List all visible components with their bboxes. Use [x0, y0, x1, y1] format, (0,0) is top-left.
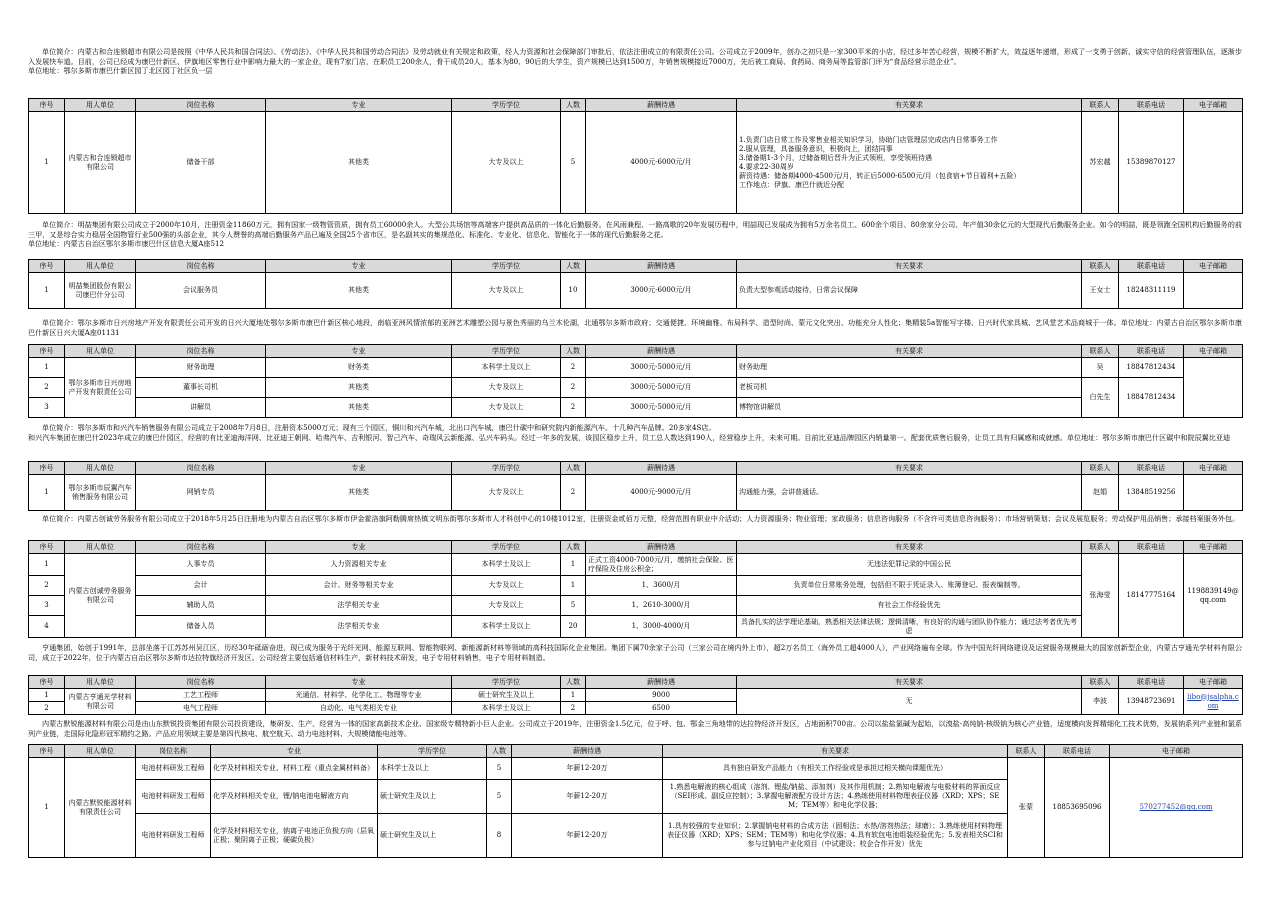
- education: 本科学士及以上: [452, 358, 561, 378]
- column-header: 岗位名称: [136, 541, 266, 554]
- column-header: 专业: [266, 541, 452, 554]
- table-header: [29, 541, 1243, 554]
- column-header: 岗位名称: [136, 260, 266, 273]
- column-header: 学历学位: [452, 99, 561, 112]
- education: 硕士研究生及以上: [378, 780, 487, 814]
- req-line: 薪资待遇：储备期4000-4500元/月，转正后5000-6500元/月（包食宿+节日福利+五险）: [739, 171, 1021, 180]
- job-table-hexing: [28, 461, 1243, 511]
- headcount: 2: [561, 702, 586, 715]
- salary: 3000元-6000元/月: [586, 273, 737, 309]
- salary: 4000元-9000元/月: [586, 475, 737, 511]
- column-header: 序号: [29, 462, 65, 475]
- table-header: [29, 99, 1243, 112]
- column-header: 联系电话: [1045, 745, 1110, 758]
- column-header: 学历学位: [452, 676, 561, 689]
- headcount: 2: [561, 475, 586, 511]
- employer-name: 鄂尔多斯市辰翼汽车销售服务有限公司: [65, 475, 136, 511]
- email-link[interactable]: 570277452@qq.com: [1139, 803, 1213, 811]
- column-header: 人数: [561, 541, 586, 554]
- requirements: 有社会工作经验优先: [737, 596, 1082, 616]
- contact-person: 吴: [1082, 358, 1119, 378]
- email-link[interactable]: libo@jsalpha.com: [1187, 692, 1239, 710]
- education: 大专及以上: [452, 398, 561, 418]
- headcount: 10: [561, 273, 586, 309]
- contact-phone: 15389870127: [1119, 112, 1184, 214]
- position-name: 电池材料研发工程师: [136, 814, 211, 858]
- company-intro-chuangcheng: [28, 514, 1242, 538]
- column-header: 人数: [487, 745, 512, 758]
- contact-person: 张蒙: [1008, 758, 1045, 858]
- table-header: [29, 260, 1243, 273]
- contact-email[interactable]: [1110, 758, 1243, 858]
- salary: 正式工资4000-7000元/月，缴纳社会保险、医疗保险及住房公积金；: [586, 554, 737, 576]
- major: 光通信、材料学、化学化工、物理等专业: [266, 689, 452, 702]
- company-intro-hengtong: [28, 643, 1242, 667]
- major: 其他类: [266, 378, 452, 398]
- headcount: 1: [561, 689, 586, 702]
- column-header: 有关要求: [737, 676, 1082, 689]
- column-header: 学历学位: [452, 345, 561, 358]
- table-row: [29, 358, 1243, 378]
- table-row: [29, 398, 1243, 418]
- contact-email: [1184, 112, 1243, 214]
- education: 本科学士及以上: [452, 702, 561, 715]
- requirements: 负责大型参观活动接待，日常会议保障: [737, 273, 1082, 309]
- column-header: 人数: [561, 260, 586, 273]
- major: 化学及材料相关专业，钠离子电池正负极方向（层氧正极；聚阴离子正极；硬碳负极）: [211, 814, 378, 858]
- company-intro-mingzhe: [28, 220, 1242, 256]
- education: 大专及以上: [452, 596, 561, 616]
- contact-phone: 18853695096: [1045, 758, 1110, 858]
- column-header: 岗位名称: [136, 745, 211, 758]
- req-line: 2.服从管理，具备服务意识，积极向上，团结同事: [739, 144, 893, 153]
- column-header: 学历学位: [378, 745, 487, 758]
- column-header: 专业: [266, 676, 452, 689]
- education: 硕士研究生及以上: [452, 689, 561, 702]
- row-number: 1: [29, 112, 65, 214]
- headcount: 1: [561, 554, 586, 576]
- contact-email: 1198839149@qq.com: [1184, 554, 1243, 638]
- contact-email: [1184, 475, 1243, 511]
- row-number: 1: [29, 554, 65, 576]
- address-text: 单位地址：内蒙古自治区鄂尔多斯市康巴什区信息大厦A座512: [28, 239, 225, 249]
- headcount: 1: [561, 576, 586, 596]
- column-header: 专业: [266, 99, 452, 112]
- column-header: 专业: [266, 345, 452, 358]
- major: 财务类: [266, 358, 452, 378]
- column-header: 用人单位: [65, 345, 136, 358]
- column-header: 人数: [561, 345, 586, 358]
- major: 其他类: [266, 475, 452, 511]
- table-row: [29, 616, 1243, 638]
- salary: 1、2610-3000/月: [586, 596, 737, 616]
- row-number: 2: [29, 702, 65, 715]
- contact-person: 王女士: [1082, 273, 1119, 309]
- column-header: 联系电话: [1119, 99, 1184, 112]
- column-header: 岗位名称: [136, 345, 266, 358]
- column-header: 薪酬待遇: [586, 462, 737, 475]
- position-name: 工艺工程师: [136, 689, 266, 702]
- column-header: 用人单位: [65, 745, 136, 758]
- column-header: 联系电话: [1119, 462, 1184, 475]
- intro-text: 内蒙古默锐能源材料有限公司是由山东默锐投资集团有限公司投资建设，集研发、生产、经营为一体的国家高新技术企业、国家级专精特新小巨人企业。公司成立于2019年，注册资金1.5亿元，位于呼、包、鄂金三角地带的达拉特经济开发区，占地面积700亩。公司以盐盐氯碱为起始，以溴盐-高纯钠-核级钠为核心产业链，适度横向发挥精细化工技术优势，发展钠系列产业链和氯系列产业链，走国际化隐形冠军精约之路。产品应用领域主要是第四代核电、航空航天、动力电池材料、大规模储能电池等。: [28, 719, 1242, 738]
- column-header: 联系电话: [1119, 676, 1184, 689]
- headcount: 20: [561, 616, 586, 638]
- contact-person: 李波: [1082, 689, 1119, 715]
- salary: 1、3000-4000/月: [586, 616, 737, 638]
- major: 人力资源相关专业: [266, 554, 452, 576]
- table-row: [29, 475, 1243, 511]
- column-header: 序号: [29, 345, 65, 358]
- table-row: [29, 554, 1243, 576]
- major: 其他类: [266, 273, 452, 309]
- column-header: 序号: [29, 260, 65, 273]
- column-header: 薪酬待遇: [586, 260, 737, 273]
- column-header: 电子邮箱: [1184, 345, 1243, 358]
- column-header: 人数: [561, 462, 586, 475]
- contact-person: 赵娟: [1082, 475, 1119, 511]
- column-header: 有关要求: [737, 345, 1082, 358]
- job-table-mingzhe: [28, 259, 1243, 309]
- contact-email[interactable]: [1184, 689, 1243, 715]
- position-name: 储备干部: [136, 112, 266, 214]
- company-intro-morui: [28, 719, 1242, 742]
- column-header: 联系电话: [1119, 541, 1184, 554]
- position-name: 电池材料研发工程师: [136, 758, 211, 780]
- salary: 年薪12-20万: [512, 758, 663, 780]
- row-number: 2: [29, 378, 65, 398]
- headcount: 5: [487, 780, 512, 814]
- requirements: 博物馆讲解员: [737, 398, 1082, 418]
- major: 其他类: [266, 398, 452, 418]
- req-line: 1.负责门店日常工作及零售业相关知识学习，协助门店管理层完成店内日常事务工作: [739, 135, 998, 144]
- requirements: [737, 112, 1082, 214]
- headcount: 8: [487, 814, 512, 858]
- requirements: 1.熟悉电解液的核心组成（溶剂、锂盐/钠盐、添加剂）及其作用机制；2.熟知电解液与电极材料的界面反应（SEI形成、副反应控制）；3.掌握电解液配方设计方法；4.熟练使用材料物理表征仪器（XRD；XPS；SEM；TEM等）和电化学仪器；: [663, 780, 1008, 814]
- position-name: 电气工程师: [136, 702, 266, 715]
- table-row: [29, 689, 1243, 702]
- requirements: 1.具有较强的专业知识；2.掌握钠电材料的合成方法（固相法；水热/溶剂热法；球磨）；3.熟练使用材料物理表征仪器（XRD；XPS；SEM；TEM等）和电化学仪器；4.具有软包电池组装经验优先；5.发表相关SCI和参与过钠电产业化项目（中试建设；校企合作开发）优先: [663, 814, 1008, 858]
- headcount: 2: [561, 378, 586, 398]
- employer-name: 明喆集团股份有限公司康巴什分公司: [65, 273, 136, 309]
- table-row: [29, 758, 1243, 780]
- column-header: 人数: [561, 676, 586, 689]
- column-header: 用人单位: [65, 462, 136, 475]
- table-row: [29, 112, 1243, 214]
- contact-email: [1184, 273, 1243, 309]
- education: 硕士研究生及以上: [378, 814, 487, 858]
- requirements: 沟通能力强，会讲普通话。: [737, 475, 1082, 511]
- column-header: 电子邮箱: [1184, 541, 1243, 554]
- education: 大专及以上: [452, 576, 561, 596]
- row-number: 1: [29, 475, 65, 511]
- major: 化学及材料相关专业、材料工程（重点金属材料备）: [211, 758, 378, 780]
- column-header: 序号: [29, 745, 65, 758]
- column-header: 用人单位: [65, 99, 136, 112]
- column-header: 电子邮箱: [1184, 462, 1243, 475]
- intro-text: 单位简介：内蒙古和合连锁超市有限公司是按照《中华人民共和国合同法》、《劳动法》、《中华人民共和国劳动合同法》及劳动就业有关规定和政策，经人力资源和社会保障部门审批后，依法注册成立的有限责任公司。公司成立于2009年，创办之初只是一家300平米的小店，经过多年苦心经营，规模不断扩大，效益逐年递增，形成了一支勇于创新、诚实守信的经营管理队伍，逐渐步入发展快车道。目前，公司已经成为康巴什新区、伊旗地区零售行业中影响力最大的一家企业，现有7家门店，在职员工200余人，骨干成员20人，基本为80、90后的大学生，资产规模已达到1500万，年销售规模接近7000万，先后被工商局、食药局、商务局等监管部门评为“食品经营示范企业”。: [28, 47, 1242, 66]
- column-header: 有关要求: [737, 541, 1082, 554]
- contact-phone: 18847812434: [1119, 378, 1184, 418]
- salary: 1、3600/月: [586, 576, 737, 596]
- headcount: 2: [561, 398, 586, 418]
- contact-email: [1184, 358, 1243, 418]
- row-number: 2: [29, 576, 65, 596]
- major: 法学相关专业: [266, 596, 452, 616]
- column-header: 用人单位: [65, 260, 136, 273]
- headcount: 5: [487, 758, 512, 780]
- contact-person: 苏宏越: [1082, 112, 1119, 214]
- column-header: 联系人: [1082, 260, 1119, 273]
- row-number: 1: [29, 758, 65, 858]
- education: 大专及以上: [452, 112, 561, 214]
- position-name: 辅助人员: [136, 596, 266, 616]
- contact-phone: 13948723691: [1119, 689, 1184, 715]
- table-header: [29, 676, 1243, 689]
- column-header: 有关要求: [737, 462, 1082, 475]
- position-name: 讲解员: [136, 398, 266, 418]
- column-header: 学历学位: [452, 462, 561, 475]
- requirements: 无违法犯罪记录的中国公民: [737, 554, 1082, 576]
- salary: 9000: [586, 689, 737, 702]
- column-header: 学历学位: [452, 260, 561, 273]
- intro-text: 单位简介：鄂尔多斯市和兴汽车销售服务有限公司成立于2008年7月8日，注册资本5000万元；现有三个园区，铜川和兴汽车城，北出口汽车城，康巴什碳中和研究院内新能源汽车。十几种汽车品牌。20多家4S店。: [42, 423, 716, 432]
- position-name: 人事专员: [136, 554, 266, 576]
- headcount: 5: [561, 596, 586, 616]
- column-header: 学历学位: [452, 541, 561, 554]
- column-header: 专业: [266, 462, 452, 475]
- intro-text: 亨通集团，始创于1991年，总部坐落于江苏苏州吴江区，历经30年砥砺奋进，现已成为服务于光纤光网、能源互联网、智能物联网、新能源新材料等领域的高科技国际化企业集团。集团下属70余家子公司（三家公司在境内外上市），超2万名员工（海外员工超4000人），产业网络遍布全球。作为中国光纤网络建设及运营服务规模最大的国家创新型企业，内蒙古亨通光学材料有限公司，成立于2022年，位于内蒙古自治区鄂尔多斯市达拉特旗经济开发区。公司经营主要包括通信材料生产，新材料技术研发，电子专用材料销售，电子专用材料制造。: [28, 643, 1242, 662]
- row-number: 3: [29, 596, 65, 616]
- intro-text: 单位简介：内蒙古创诚劳务服务有限公司成立于2018年5月25日注册地为内蒙古自治区鄂尔多斯市伊金霍洛旗阿勒腾席热镇文明东街鄂尔多斯市人才科创中心的10楼1012室，注册资金贰佰万元整，经营范围有职业中介活动；人力资源服务；物业管理；家政服务；信息咨询服务（不含许可类信息咨询服务）；市场营销策划；会议及展览服务；劳动保护用品销售；承接档案服务外包。: [42, 514, 1240, 523]
- intro-text: 单位简介：明喆集团有限公司成立于2000年10月，注册资金11860万元，拥有国家一级物管资质，拥有员工60000余人。大型公共场馆等高端客户提供高品质的一体化后勤服务。在风雨兼程、一路高歌的20年发展历程中，明喆现已发展成为拥有5万余名员工、600余个项目、80余家分公司、年产值30余亿元的大型现代后勤服务企业。如今的明喆，既是领跑全国机构后勤服务的前三甲，又是综合实力稳居全国物管行业500强的头部企业，其今人赞誉的高端后勤服务产品已遍及全国25个省市区，是名副其实的集规范化、标准化、专业化、信息化、智能化于一体的现代后勤服务之花。: [28, 220, 1242, 239]
- salary: 3000元-5000元/月: [586, 378, 737, 398]
- employer-name: 内蒙古亨通光学材料有限公司: [65, 689, 136, 715]
- table-row: [29, 273, 1243, 309]
- column-header: 联系电话: [1119, 260, 1184, 273]
- column-header: 用人单位: [65, 541, 136, 554]
- salary: 年薪12-20万: [512, 814, 663, 858]
- table-header: [29, 462, 1243, 475]
- position-name: 会计: [136, 576, 266, 596]
- salary: 3000元-5000元/月: [586, 398, 737, 418]
- salary: 6500: [586, 702, 737, 715]
- intro-text: 单位简介：鄂尔多斯市日兴房地产开发有限责任公司开发的日兴大厦地处鄂尔多斯市康巴什新区核心地段，南临亚洲风情浓郁的亚洲艺术雕塑公园与景色秀丽的乌兰木伦湖，北通鄂尔多斯市政府；交通便捷、环境幽雅、布局科学、造型时尚、蒙元文化突出、功能充分人性化；集精装5a智能写字楼、日兴时代家具城、艺风堂艺术品商城于一体。单位地址：内蒙古自治区鄂尔多斯市康巴什新区日兴大厦A座01131: [28, 318, 1242, 337]
- column-header: 电子邮箱: [1184, 260, 1243, 273]
- position-name: 会议服务员: [136, 273, 266, 309]
- column-header: 联系电话: [1119, 345, 1184, 358]
- table-header: [29, 745, 1243, 758]
- column-header: 用人单位: [65, 676, 136, 689]
- column-header: 薪酬待遇: [586, 676, 737, 689]
- column-header: 电子邮箱: [1184, 676, 1243, 689]
- row-number: 1: [29, 273, 65, 309]
- requirements: 具备扎实的法学理论基础，熟悉相关法律法规；逻辑清晰，有良好的沟通与团队协作能力；通过法考者优先考虑: [737, 616, 1082, 638]
- row-number: 1: [29, 689, 65, 702]
- employer-name: 内蒙古创诚劳务服务有限公司: [65, 554, 136, 638]
- contact-phone: 18847812434: [1119, 358, 1184, 378]
- major: 化学及材料相关专业，锂/钠电池电解液方向: [211, 780, 378, 814]
- requirements: 老板司机: [737, 378, 1082, 398]
- salary: 3000元-5000元/月: [586, 358, 737, 378]
- row-number: 4: [29, 616, 65, 638]
- column-header: 联系人: [1082, 676, 1119, 689]
- req-line: 4.要求22-30周岁: [739, 162, 794, 171]
- column-header: 电子邮箱: [1110, 745, 1243, 758]
- column-header: 联系人: [1082, 345, 1119, 358]
- table-row: [29, 378, 1243, 398]
- column-header: 薪酬待遇: [512, 745, 663, 758]
- major: 自动化、电气类相关专业: [266, 702, 452, 715]
- job-table-hehe: [28, 98, 1243, 214]
- job-table-hengtong: [28, 675, 1243, 715]
- intro-text: 和兴汽车集团在康巴什2023年成立的康巴什园区，经营的有比亚迪海洋网、比亚迪王朝网、哈弗汽车、吉利银河、智己汽车、奇瑞风云新能源、弘兴车码头。经过一年多的发展，该园区稳步上升，员工总人数达到190人，经营稳步上升，未来可期。目前比亚迪品牌园区内销量第一。配套优质售后服务，让员工具有归属感和成就感。单位地址：鄂尔多斯市康巴什区碳中和院辰翼比亚迪: [28, 432, 1231, 442]
- job-table-rixing: [28, 344, 1243, 418]
- company-intro-rixing: [28, 318, 1242, 342]
- table-row: [29, 596, 1243, 616]
- requirements: 无: [737, 689, 1082, 715]
- column-header: 联系人: [1082, 99, 1119, 112]
- company-intro-hehe: [28, 47, 1242, 94]
- contact-phone: 18147775164: [1119, 554, 1184, 638]
- column-header: 有关要求: [663, 745, 1008, 758]
- headcount: 5: [561, 112, 586, 214]
- column-header: 序号: [29, 676, 65, 689]
- position-name: 储备人员: [136, 616, 266, 638]
- row-number: 1: [29, 358, 65, 378]
- column-header: 人数: [561, 99, 586, 112]
- column-header: 薪酬待遇: [586, 345, 737, 358]
- contact-phone: 13848519256: [1119, 475, 1184, 511]
- position-name: 董事长司机: [136, 378, 266, 398]
- column-header: 序号: [29, 99, 65, 112]
- column-header: 联系人: [1008, 745, 1045, 758]
- requirements: 具有独自研发产品能力（有相关工作经验或是承担过相关横向课题优先）: [663, 758, 1008, 780]
- column-header: 薪酬待遇: [586, 99, 737, 112]
- column-header: 有关要求: [737, 260, 1082, 273]
- contact-person: 张海莹: [1082, 554, 1119, 638]
- column-header: 联系人: [1082, 541, 1119, 554]
- position-name: 网销专员: [136, 475, 266, 511]
- column-header: 岗位名称: [136, 462, 266, 475]
- row-number: 3: [29, 398, 65, 418]
- address-text: 单位地址：鄂尔多斯市康巴什新区园丁北区园丁社区负一层: [28, 66, 213, 76]
- column-header: 序号: [29, 541, 65, 554]
- major: 法学相关专业: [266, 616, 452, 638]
- column-header: 联系人: [1082, 462, 1119, 475]
- job-table-morui: [28, 744, 1243, 858]
- column-header: 岗位名称: [136, 676, 266, 689]
- headcount: 2: [561, 358, 586, 378]
- column-header: 专业: [266, 260, 452, 273]
- employer-name: 内蒙古和合连锁超市有限公司: [65, 112, 136, 214]
- table-row: [29, 576, 1243, 596]
- requirements: 负责单位日常账务处理，包括但不限于凭证录入、账簿登记、报表编制等。: [737, 576, 1082, 596]
- column-header: 岗位名称: [136, 99, 266, 112]
- major: 会计、财务等相关专业: [266, 576, 452, 596]
- education: 大专及以上: [452, 378, 561, 398]
- requirements: 财务助理: [737, 358, 1082, 378]
- salary: 年薪12-20万: [512, 780, 663, 814]
- contact-phone: 18248311119: [1119, 273, 1184, 309]
- education: 大专及以上: [452, 475, 561, 511]
- column-header: 专业: [211, 745, 378, 758]
- column-header: 薪酬待遇: [586, 541, 737, 554]
- job-table-chuangcheng: [28, 540, 1243, 638]
- table-header: [29, 345, 1243, 358]
- employer-name: 内蒙古默锐能源材料有限责任公司: [65, 758, 136, 858]
- req-line: 3.储备期1-3个月，过储备期后晋升为正式领班，享受领班待遇: [739, 153, 932, 162]
- company-intro-hexing: [28, 423, 1242, 459]
- education: 本科学士及以上: [452, 616, 561, 638]
- contact-person: 白先生: [1082, 378, 1119, 418]
- education: 大专及以上: [452, 273, 561, 309]
- education: 本科学士及以上: [452, 554, 561, 576]
- column-header: 电子邮箱: [1184, 99, 1243, 112]
- employer-name: 鄂尔多斯市日兴房地产开发有限责任公司: [65, 358, 136, 418]
- education: 本科学士及以上: [378, 758, 487, 780]
- salary: 4000元-6000元/月: [586, 112, 737, 214]
- position-name: 财务助理: [136, 358, 266, 378]
- position-name: 电池材料研发工程师: [136, 780, 211, 814]
- req-line: 工作地点：伊旗、康巴什就近分配: [739, 180, 844, 189]
- major: 其他类: [266, 112, 452, 214]
- column-header: 有关要求: [737, 99, 1082, 112]
